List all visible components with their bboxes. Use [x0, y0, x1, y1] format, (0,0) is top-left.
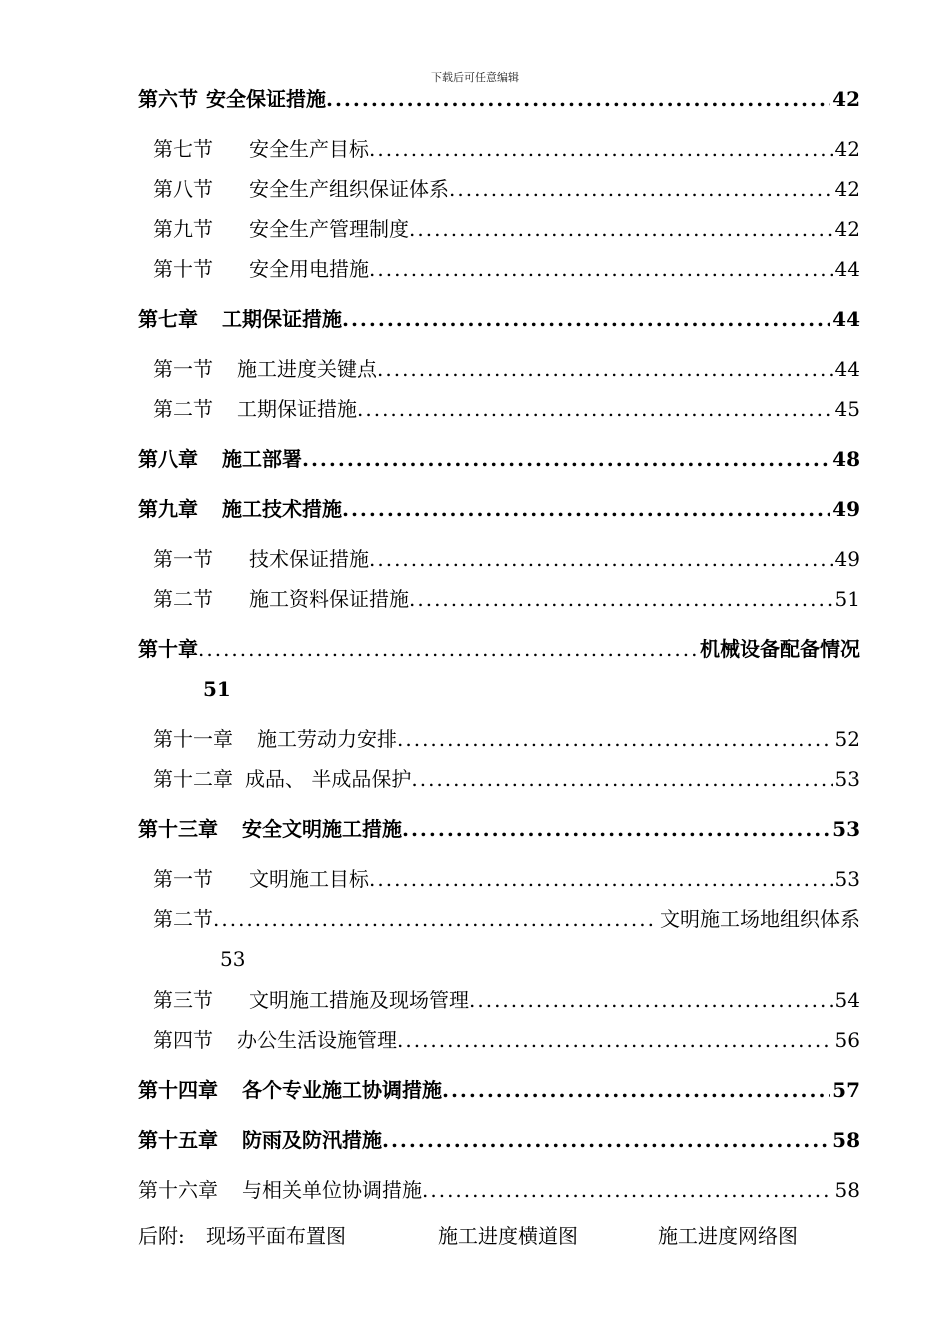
toc-entry-title: 安全生产目标 [249, 137, 369, 161]
toc-entry-number: 第十节 [153, 257, 213, 281]
toc-entry-title: 工期保证措施 [237, 397, 357, 421]
toc-entry-page-wrapped: 51 [203, 677, 231, 701]
toc-entry-number: 第八章 [138, 447, 198, 471]
toc-entry-s10[interactable] [153, 252, 860, 282]
toc-entry-title: 施工劳动力安排 [257, 727, 397, 751]
toc-leader-dots [382, 1127, 830, 1153]
toc-entry-number: 第十二章 [153, 767, 233, 791]
toc-entry-title: 施工进度关键点 [237, 357, 377, 381]
toc-entry-number: 第一节 [153, 547, 213, 571]
toc-entry-title: 施工技术措施 [222, 497, 342, 521]
toc-entry-page: 42 [834, 137, 860, 161]
toc-entry-page: 42 [832, 87, 860, 111]
toc-entry-page: 57 [832, 1078, 860, 1102]
toc-leader-dots [397, 726, 833, 752]
toc-entry-number: 第一节 [153, 357, 213, 381]
toc-entry-number: 第三节 [153, 988, 213, 1012]
toc-leader-dots [442, 1077, 830, 1103]
toc-entry-c15[interactable] [138, 1123, 860, 1153]
toc-entry-number: 第十三章 [138, 817, 218, 841]
toc-entry-c9s1[interactable] [153, 542, 860, 572]
toc-entry-c12[interactable] [153, 762, 860, 792]
toc-entry-s7[interactable] [153, 132, 860, 162]
toc-entry-number: 第六节 [138, 87, 198, 111]
toc-entry-title: 安全用电措施 [249, 257, 369, 281]
toc-leader-dots [357, 396, 833, 422]
toc-leader-dots [369, 136, 833, 162]
toc-entry-title: 文明施工措施及现场管理 [249, 988, 469, 1012]
toc-leader-dots [469, 987, 833, 1013]
toc-leader-dots [449, 176, 833, 202]
toc-entry-number: 第十一章 [153, 727, 233, 751]
toc-entry-page: 48 [832, 447, 860, 471]
toc-entry-s6[interactable] [138, 82, 860, 112]
toc-entry-title: 文明施工场地组织体系 [660, 907, 860, 931]
toc-entry-s9[interactable] [153, 212, 860, 242]
toc-entry-page: 45 [834, 397, 860, 421]
toc-entry-page: 53 [834, 767, 860, 791]
toc-entry-c13s3[interactable] [153, 983, 860, 1013]
toc-entry-page: 58 [834, 1178, 860, 1202]
toc-entry-title: 文明施工目标 [249, 867, 369, 891]
toc-entry-c8[interactable] [138, 442, 860, 472]
toc-entry-page: 52 [834, 727, 860, 751]
toc-entry-c14[interactable] [138, 1073, 860, 1103]
appendix-line [138, 1223, 860, 1253]
toc-entry-c9[interactable] [138, 492, 860, 522]
toc-entry-page: 58 [832, 1128, 860, 1152]
toc-entry-page: 49 [832, 497, 860, 521]
toc-entry-c10[interactable] [138, 632, 860, 662]
toc-entry-title: 各个专业施工协调措施 [242, 1078, 442, 1102]
toc-entry-title: 施工资料保证措施 [249, 587, 409, 611]
toc-leader-dots [411, 766, 832, 792]
toc-entry-c16[interactable] [138, 1173, 860, 1203]
toc-entry-page: 56 [834, 1028, 860, 1052]
toc-leader-dots [369, 866, 833, 892]
toc-entry-page: 44 [834, 357, 860, 381]
toc-entry-title: 机械设备配备情况 [700, 637, 860, 661]
toc-entry-number: 第九章 [138, 497, 198, 521]
toc-entry-title: 办公生活设施管理 [237, 1028, 397, 1052]
toc-entry-title: 工期保证措施 [222, 307, 342, 331]
toc-entry-title: 安全生产管理制度 [249, 217, 409, 241]
toc-entry-page: 42 [834, 177, 860, 201]
toc-entry-c13s4[interactable] [153, 1023, 860, 1053]
toc-leader-dots [326, 86, 830, 112]
page-header: 下载后可任意编辑 [431, 71, 519, 84]
toc-entry-c13[interactable] [138, 812, 860, 842]
toc-entry-c7s1[interactable] [153, 352, 860, 382]
toc-entry-title: 安全文明施工措施 [242, 817, 402, 841]
toc-entry-number: 第八节 [153, 177, 213, 201]
toc-leader-dots [409, 216, 833, 242]
toc-entry-c9s2[interactable] [153, 582, 860, 612]
toc-leader-dots [377, 356, 833, 382]
toc-entry-number: 第七章 [138, 307, 198, 331]
appendix-item: 现场平面布置图 [206, 1224, 346, 1248]
toc-entry-title: 防雨及防汛措施 [242, 1128, 382, 1152]
toc-leader-dots [213, 906, 656, 932]
appendix-label: 后附: [138, 1224, 185, 1248]
appendix-item: 施工进度横道图 [438, 1224, 578, 1248]
toc-entry-title: 安全生产组织保证体系 [249, 177, 449, 201]
toc-entry-page: 44 [832, 307, 860, 331]
toc-leader-dots [342, 306, 830, 332]
toc-entry-number: 第四节 [153, 1028, 213, 1052]
toc-entry-number: 第二节 [153, 587, 213, 611]
toc-entry-page-wrapped: 53 [220, 947, 246, 971]
toc-entry-number: 第十章 [138, 637, 198, 661]
toc-entry-s8[interactable] [153, 172, 860, 202]
toc-entry-number: 第二节 [153, 907, 213, 931]
toc-leader-dots [409, 586, 833, 612]
toc-entry-c13s2[interactable] [153, 902, 860, 932]
toc-entry-title: 与相关单位协调措施 [242, 1178, 422, 1202]
toc-leader-dots [397, 1027, 833, 1053]
toc-entry-number: 第二节 [153, 397, 213, 421]
toc-entry-number: 第十五章 [138, 1128, 218, 1152]
toc-entry-title: 成品、 半成品保护 [245, 767, 412, 791]
toc-entry-number: 第九节 [153, 217, 213, 241]
toc-entry-c11[interactable] [153, 722, 860, 752]
toc-entry-title: 施工部署 [222, 447, 302, 471]
toc-entry-title: 技术保证措施 [249, 547, 369, 571]
toc-entry-number: 第十六章 [138, 1178, 218, 1202]
toc-entry-number: 第七节 [153, 137, 213, 161]
toc-entry-page: 42 [834, 217, 860, 241]
toc-leader-dots [342, 496, 830, 522]
toc-entry-title: 安全保证措施 [206, 87, 326, 111]
toc-entry-number: 第十四章 [138, 1078, 218, 1102]
toc-leader-dots [198, 636, 696, 662]
toc-entry-c7s2[interactable] [153, 392, 860, 422]
toc-leader-dots [302, 446, 830, 472]
toc-entry-number: 第一节 [153, 867, 213, 891]
toc-entry-page: 49 [834, 547, 860, 571]
appendix-item: 施工进度网络图 [658, 1224, 798, 1248]
toc-entry-c7[interactable] [138, 302, 860, 332]
toc-entry-page: 53 [834, 867, 860, 891]
toc-entry-page: 54 [834, 988, 860, 1012]
toc-entry-page: 53 [832, 817, 860, 841]
toc-entry-c13s1[interactable] [153, 862, 860, 892]
toc-leader-dots [369, 546, 833, 572]
toc-entry-page: 44 [834, 257, 860, 281]
toc-entry-page: 51 [834, 587, 860, 611]
toc-leader-dots [422, 1177, 833, 1203]
toc-leader-dots [369, 256, 833, 282]
toc-leader-dots [402, 816, 830, 842]
